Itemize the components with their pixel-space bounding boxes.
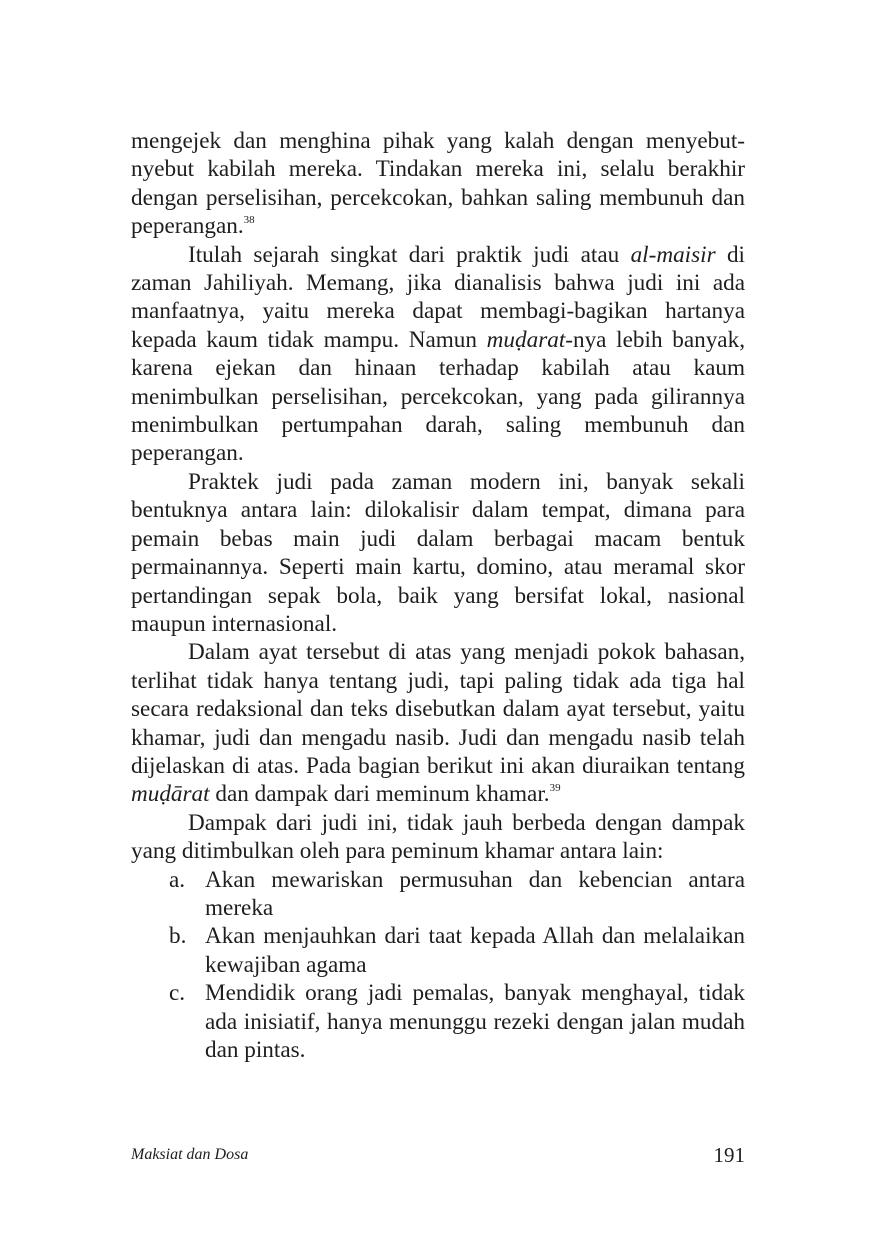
list-marker: b.: [169, 923, 187, 950]
term-mudarat: muḍarat: [486, 326, 566, 353]
list-item-text: Akan menjauhkan dari taat kepada Allah dan melalaikan kewajiban agama: [205, 923, 745, 978]
paragraph-4-text-b: dan dampak dari meminum khamar.: [209, 781, 550, 808]
list-item: [169, 979, 745, 1064]
paragraph-2-text-b: di zaman Jahiliyah. Memang, jika dianalisis bahwa judi ini ada manfaatnya, yaitu mereka dapat membagi-bagikan hartanya kepada kaum tidak mampu. Namun: [131, 241, 745, 353]
list-marker: c.: [169, 980, 186, 1007]
list-marker: a.: [169, 866, 186, 893]
body-text: [131, 127, 745, 1064]
list-item-text: Mendidik orang jadi pemalas, banyak menghayal, tidak ada inisiatif, hanya menunggu rezeki dengan jalan mudah dan pintas.: [205, 980, 745, 1063]
page-footer: [131, 1143, 745, 1173]
paragraph-1: [131, 127, 745, 241]
paragraph-4: [131, 638, 745, 808]
running-title: Maksiat dan Dosa: [131, 1146, 249, 1163]
paragraph-1-text: mengejek dan menghina pihak yang kalah dengan menyebut-nyebut kabilah mereka. Tindakan mereka ini, selalu berakhir dengan perselisihan, percekcokan, bahkan saling membunuh dan peperangan.: [131, 128, 745, 240]
list-item: [169, 866, 745, 923]
paragraph-4-text-a: Dalam ayat tersebut di atas yang menjadi pokok bahasan, terlihat tidak hanya tentang judi, tapi paling tidak ada tiga hal secara redaksional dan teks disebutkan dalam ayat tersebut, yaitu khamar, judi dan mengadu nasib. Judi dan mengadu nasib telah dijelaskan di atas. Pada bagian berikut ini akan diuraikan tentang: [131, 639, 745, 779]
paragraph-5: Dampak dari judi ini, tidak jauh berbeda dengan dampak yang ditimbulkan oleh para peminum khamar antara lain:: [131, 809, 745, 865]
footnote-ref-38[interactable]: 38: [243, 214, 255, 227]
term-al-maisir: al-maisir: [630, 241, 716, 268]
paragraph-3: Praktek judi pada zaman modern ini, banyak sekali bentuknya antara lain: dilokalisir dalam tempat, dimana para pemain bebas main judi dalam berbagai macam bentuk permainannya. Seperti main kartu, domino, atau meramal skor pertandingan sepak bola, baik yang bersifat lokal, nasional maupun internasional.: [131, 468, 745, 637]
term-mudarat-long: muḍārat: [131, 781, 210, 808]
list-item-text: Akan mewariskan permusuhan dan kebencian antara mereka: [205, 866, 745, 921]
list-item: [169, 922, 745, 979]
footnote-ref-39[interactable]: 39: [549, 782, 561, 795]
paragraph-2: [131, 241, 745, 468]
paragraph-2-text-a: Itulah sejarah singkat dari praktik judi atau: [188, 241, 631, 268]
impact-list: [131, 866, 745, 1065]
paragraph-2-text-c: -nya lebih banyak, karena ejekan dan hinaan terhadap kabilah atau kaum menimbulkan perselisihan, percekcokan, yang pada gilirannya menimbulkan pertumpahan darah, saling membunuh dan peperangan.: [131, 326, 745, 467]
page-number: 191: [713, 1143, 745, 1167]
